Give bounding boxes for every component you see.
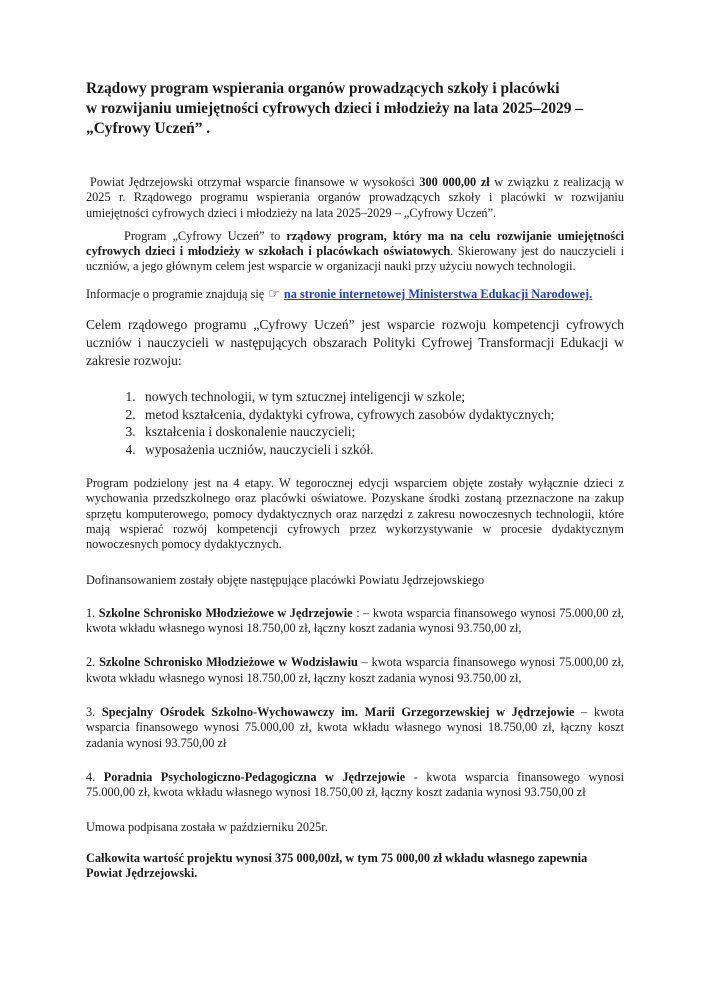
- list-item: 2. metod kształcenia, dydaktyki cyfrowa, cyfrowych zasobów dydaktycznych;: [139, 406, 624, 424]
- list-item: 1. nowych technologii, w tym sztucznej inteligencji w szkole;: [139, 388, 624, 406]
- institution-item-3: [86, 705, 624, 751]
- total-value: [86, 851, 624, 882]
- institution-details: – kwota wsparcia finansowego wynosi 75.000,00 zł, kwota wkładu własnego wynosi 18.750,00 zł, łączny koszt zadania wynosi 93.750,00 zł: [86, 705, 625, 750]
- goal-paragraph: Celem rządowego programu „Cyfrowy Uczeń” jest wsparcie rozwoju kompetencji cyfrowych uczniów i nauczycieli w następujących obszarach Polityki Cyfrowej Transformacji Edukacji w zakresie rozwoju:: [86, 317, 624, 369]
- institution-name: Szkolne Schronisko Młodzieżowe w Wodzisławiu: [99, 655, 358, 670]
- info-text: Informacje o programie znajdują się: [86, 286, 265, 301]
- institution-details: – kwota wsparcia finansowego wynosi 75.000,00 zł, kwota wkładu własnego wynosi 18.750,00 zł, łączny koszt zadania wynosi 93.750,00 zł,: [86, 655, 625, 685]
- institution-name: Szkolne Schronisko Młodzieżowe w Jędrzejowie: [98, 605, 353, 620]
- intro-paragraph: [86, 175, 624, 221]
- title-line-3: „Cyfrowy Uczeń” .: [86, 120, 211, 137]
- areas-list: [86, 388, 624, 458]
- list-item: 3. kształcenia i doskonalenie nauczycieli;: [139, 423, 624, 441]
- institution-details: : – kwota wsparcia finansowego wynosi 75.000,00 zł, kwota wkładu własnego wynosi 18.750,00 zł, łączny koszt zadania wynosi 93.750,00 zł,: [86, 605, 625, 636]
- institution-item-4: [86, 770, 624, 801]
- title-line-1: Rządowy program wspierania organów prowadzących szkoły i placówki: [86, 80, 560, 97]
- document-page: [86, 79, 624, 881]
- program-text-end: . Skierowany jest do nauczycieli i uczniów, a jego głównym celem jest wsparcie w organizacji nauki przy użyciu nowych technologii.: [86, 244, 624, 274]
- title-line-2: w rozwijaniu umiejętności cyfrowych dzieci i młodzieży na lata 2025–2029 –: [86, 100, 583, 117]
- institution-number: 4.: [86, 769, 104, 784]
- signed-note: Umowa podpisana została w październiku 2025r.: [86, 819, 328, 834]
- intro-amount: 300 000,00 zł: [419, 175, 490, 189]
- program-paragraph: [86, 229, 624, 275]
- pointing-hand-icon: ☞: [268, 286, 280, 302]
- intro-text-end: w związku z realizacją w 2025 r. Rządowego programu wspierania organów prowadzących szkoły i placówki w rozwijaniu umiejętności cyfrowych dzieci i młodzieży na lata 2025–2029 – „Cyfrowy Uczeń”.: [86, 175, 625, 220]
- institution-name: Poradnia Psychologiczno-Pedagogiczna w Jędrzejowie: [103, 769, 406, 784]
- intro-text: Powiat Jędrzejowski otrzymał wsparcie finansowe w wysokości: [90, 175, 420, 189]
- institution-number: 2.: [86, 655, 100, 670]
- stages-paragraph: Program podzielony jest na 4 etapy. W tegorocznej edycji wsparciem objęte zostały wyłącznie dzieci z wychowania przedszkolnego oraz placówki oświatowe. Pozyskane środki zostaną przeznaczone na zakup sprzętu komputerowego, pomocy dydaktycznych oraz narzędzi z zakresu nowoczesnych technologii, które mają wspierać rozwój kompetencji cyfrowych przez wykorzystywanie w procesie dydaktycznym nowoczesnych pomocy dydaktycznych.: [86, 476, 624, 552]
- institution-details: - kwota wsparcia finansowego wynosi 75.000,00 zł, kwota wkładu własnego wynosi 18.750,00 zł, łączny koszt zadania wynosi 93.750,00 zł: [86, 769, 624, 800]
- institution-item-2: [86, 655, 624, 686]
- info-paragraph: [86, 287, 624, 302]
- list-item: 4. wyposażenia uczniów, nauczycieli i szkół.: [139, 441, 624, 459]
- institution-number: 1.: [86, 605, 99, 620]
- total-text: Całkowita wartość projektu wynosi 375 000,00zł, w tym 75 000,00 zł wkładu własnego zapewnia Powiat Jędrzejowski.: [86, 850, 588, 881]
- program-bold: rządowy program, który ma na celu rozwijanie umiejętności cyfrowych dzieci i młodzieży w szkołach i placówkach oświatowych: [86, 228, 624, 259]
- program-text: Program „Cyfrowy Uczeń” to: [124, 228, 287, 243]
- document-title: [86, 79, 624, 139]
- ministry-link[interactable]: na stronie internetowej Ministerstwa Edukacji Narodowej.: [283, 286, 593, 301]
- cofinancing-heading: Dofinansowaniem zostały objęte następujące placówki Powiatu Jędrzejowskiego: [86, 572, 485, 587]
- institution-item-1: [86, 606, 624, 637]
- institution-number: 3.: [86, 705, 102, 720]
- institution-name: Specjalny Ośrodek Szkolno-Wychowawczy im. Marii Grzegorzewskiej w Jędrzejowie: [101, 705, 575, 720]
